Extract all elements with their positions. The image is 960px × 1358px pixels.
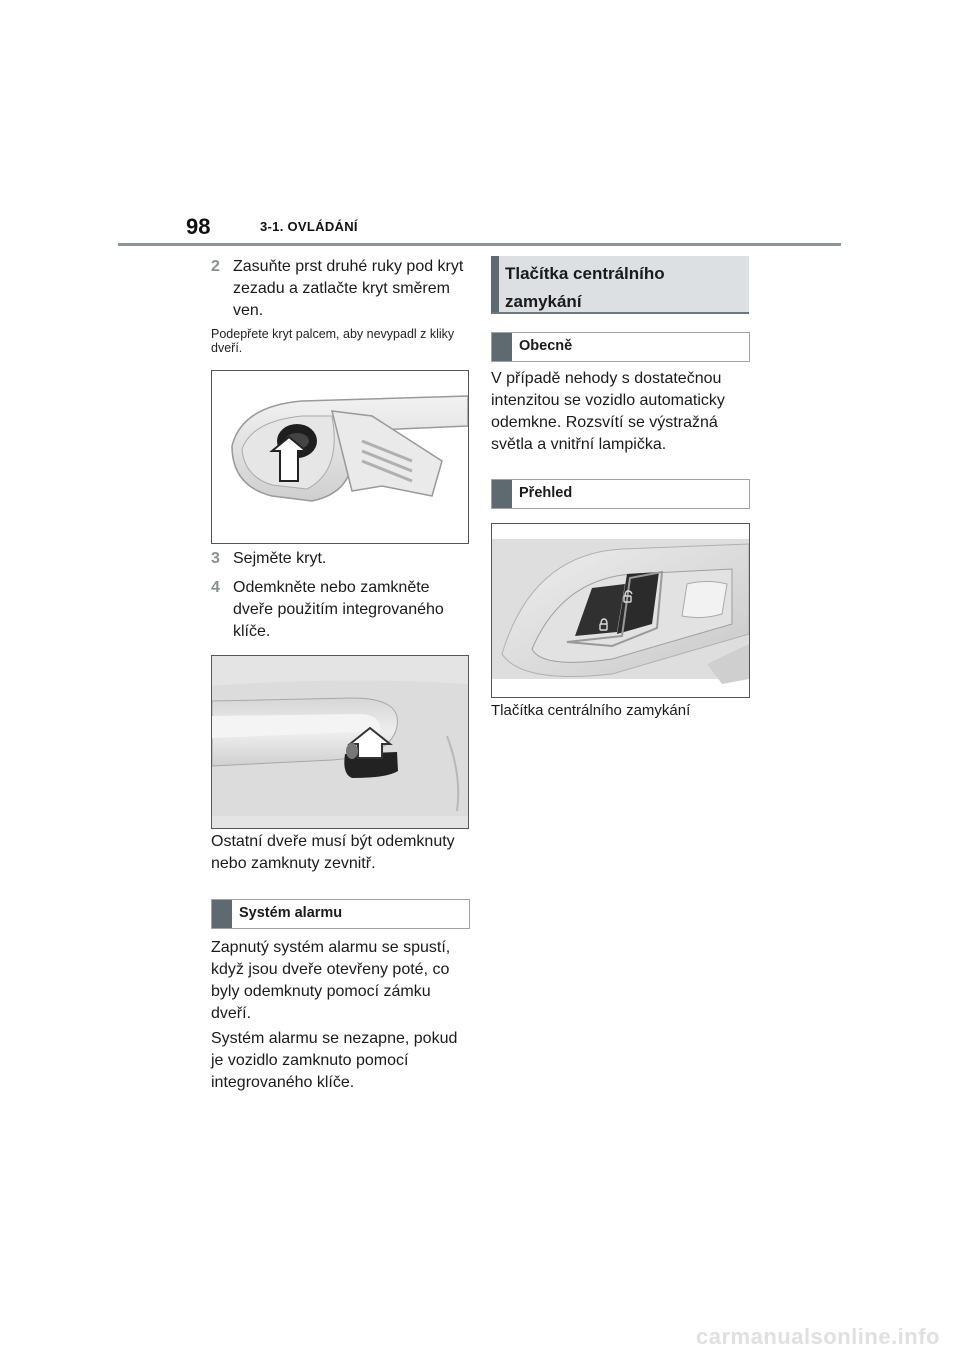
section-title: 3-1. OVLÁDÁNÍ (260, 219, 358, 234)
central-locking-buttons-illustration (491, 523, 750, 698)
step-3 (211, 548, 469, 570)
step-text: Zasuňte prst druhé ruky pod kryt zezadu a zatlačte kryt směrem ven. (233, 258, 464, 319)
step-2 (211, 256, 469, 322)
heading-bar (491, 256, 499, 312)
cover-removal-illustration (211, 370, 469, 544)
subheading-label: Obecně (519, 338, 573, 354)
overview-subheading (491, 479, 750, 509)
other-doors-text: Ostatní dveře musí být odemknuty nebo zamknuty zevnitř. (211, 833, 455, 872)
subheading-bar (212, 900, 232, 928)
header-rule (118, 243, 841, 246)
step-number: 2 (211, 258, 220, 275)
step-text: Sejměte kryt. (233, 550, 327, 567)
integrated-key-illustration (211, 655, 469, 829)
watermark: carmanualsonline.info (696, 1324, 940, 1349)
alarm-subheading (211, 899, 470, 929)
alarm-paragraph-2: Systém alarmu se nezapne, pokud je vozidlo zamknuto pomocí integrovaného klíče. (211, 1030, 458, 1091)
step-number: 3 (211, 550, 220, 567)
subheading-bar (492, 480, 512, 508)
central-locking-heading (491, 256, 749, 314)
step-4 (211, 577, 469, 643)
subheading-label: Přehled (519, 485, 573, 501)
alarm-paragraph-1: Zapnutý systém alarmu se spustí, když jsou dveře otevřeny poté, co byly odemknuty pomocí zámku dveří. (211, 939, 451, 1022)
subheading-bar (492, 333, 512, 361)
figure-caption: Tlačítka centrálního zamykání (491, 702, 691, 719)
page-number: 98 (186, 214, 211, 239)
general-text: V případě nehody s dostatečnou intenzitou se vozidlo automaticky odemkne. Rozsvítí se výstražná světla a vnitřní lampička. (491, 370, 725, 453)
step-number: 4 (211, 579, 220, 596)
heading-label: Tlačítka centrálního zamykání (505, 264, 665, 311)
step-text: Odemkněte nebo zamkněte dveře použitím integrovaného klíče. (233, 579, 444, 640)
note-text: Podepřete kryt palcem, aby nevypadl z kliky dveří. (211, 327, 455, 355)
subheading-label: Systém alarmu (239, 905, 343, 921)
general-subheading (491, 332, 750, 362)
